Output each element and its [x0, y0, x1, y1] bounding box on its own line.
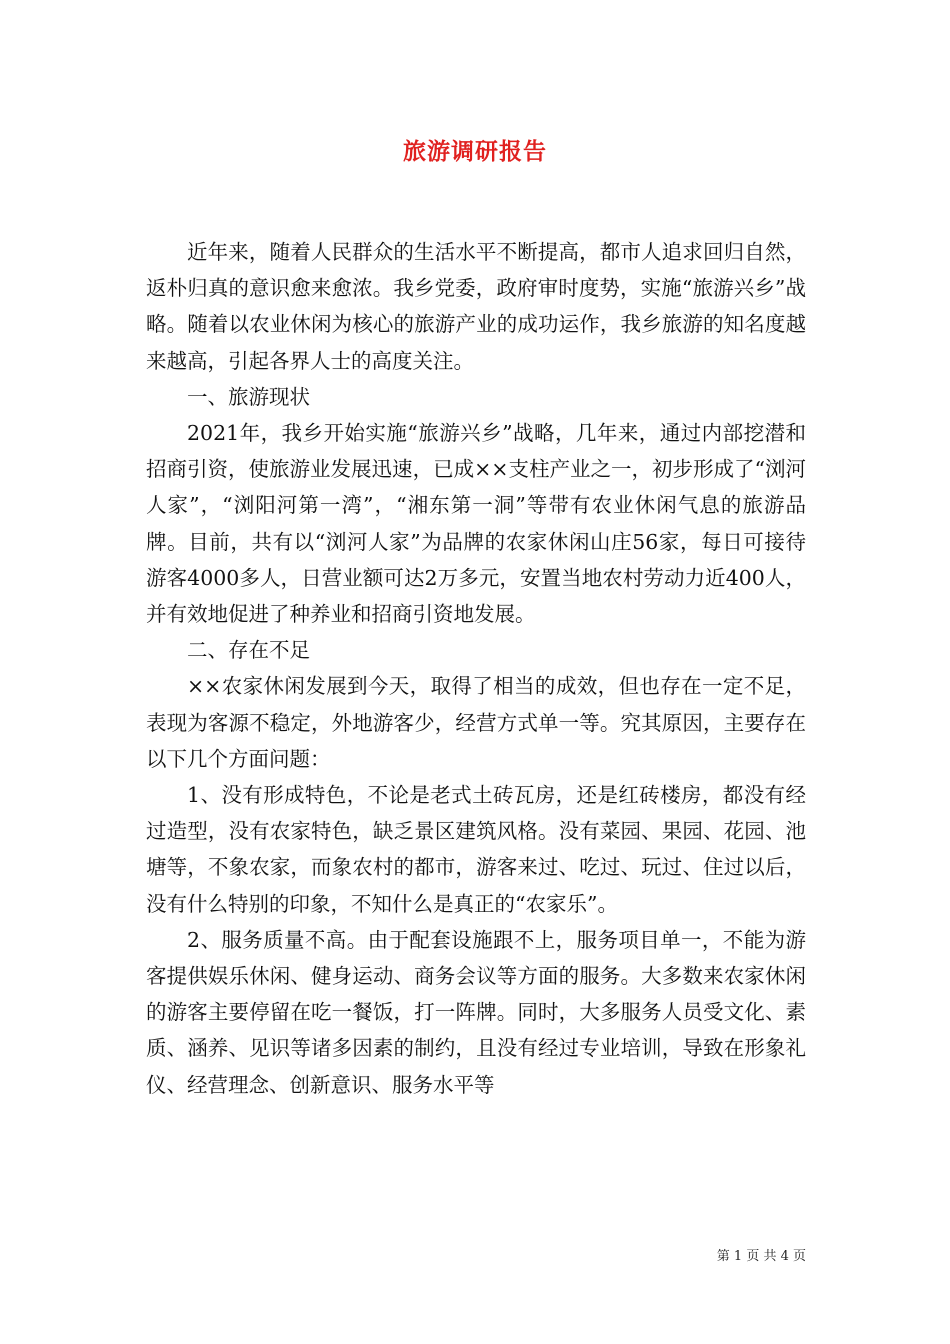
section-heading-current-status: 一、旅游现状 [187, 384, 310, 409]
document-title: 旅游调研报告 [403, 138, 547, 165]
paragraph-point-2: 2、服务质量不高。由于配套设施跟不上，服务项目单一，不能为游客提供娱乐休闲、健身运动、商务会议等方面的服务。大多数来农家休闲的游客主要停留在吃一餐饭，打一阵牌。同时，大多服务人员受文化、素质、涵养、见识等诸多因素的制约，且没有经过专业培训，导致在形象礼仪、经营理念、创新意识、服务水平等 [146, 927, 806, 1097]
paragraph-current-status: 2021年，我乡开始实施“旅游兴乡”战略，几年来，通过内部挖潜和招商引资，使旅游业发展迅速，已成××支柱产业之一，初步形成了“浏河人家”，“浏阳河第一湾”，“湘东第一洞”等带有农业休闲气息的旅游品牌。目前，共有以“浏河人家”为品牌的农家休闲山庄56家，每日可接待游客4000多人，日营业额可达2万多元，安置当地农村劳动力近400人，并有效地促进了种养业和招商引资地发展。 [146, 421, 806, 627]
paragraph-point-1: 1、没有形成特色，不论是老式土砖瓦房，还是红砖楼房，都没有经过造型，没有农家特色，缺乏景区建筑风格。没有菜园、果园、花园、池塘等，不象农家，而象农村的都市，游客来过、吃过、玩过、住过以后，没有什么特别的印象，不知什么是真正的“农家乐”。 [146, 783, 806, 916]
page-number-footer: 第 1 页 共 4 页 [716, 1249, 806, 1264]
paragraph-intro: 近年来，随着人民群众的生活水平不断提高，都市人追求回归自然，返朴归真的意识愈来愈浓。我乡党委，政府审时度势，实施“旅游兴乡”战略。随着以农业休闲为核心的旅游产业的成功运作，我乡旅游的知名度越来越高，引起各界人士的高度关注。 [146, 240, 806, 373]
document-body [146, 234, 806, 1103]
paragraph-shortcomings: ××农家休闲发展到今天，取得了相当的成效，但也存在一定不足，表现为客源不稳定，外地游客少，经营方式单一等。究其原因，主要存在以下几个方面问题： [146, 674, 806, 771]
section-heading-shortcomings: 二、存在不足 [187, 638, 310, 663]
